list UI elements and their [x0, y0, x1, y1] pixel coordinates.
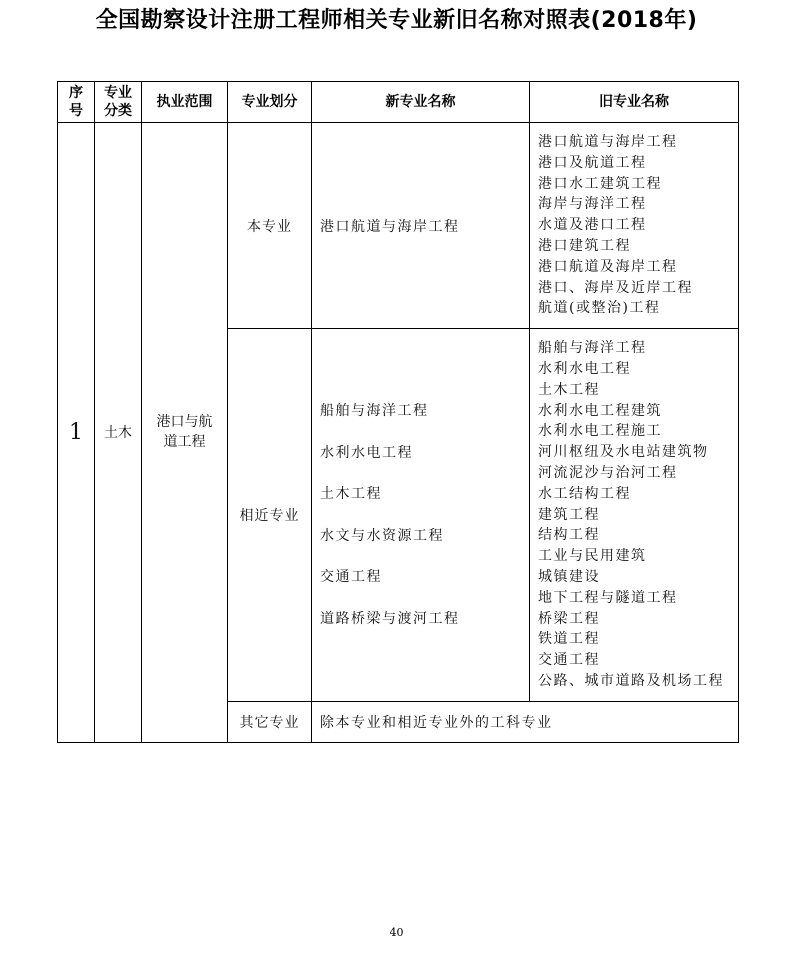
- new-name-item: 船舶与海洋工程: [320, 403, 429, 420]
- old-name-item: 港口水工建筑工程: [538, 175, 662, 192]
- division-own: 本专业: [228, 123, 312, 329]
- old-name-item: 铁道工程: [538, 631, 600, 648]
- old-name-own-list: [530, 123, 739, 329]
- old-name-item: 港口航道及海岸工程: [538, 258, 678, 275]
- old-name-item: 土木工程: [538, 381, 600, 398]
- header-division: 专业划分: [228, 82, 312, 123]
- new-name-item: 土木工程: [320, 486, 382, 503]
- old-name-item: 海岸与海洋工程: [538, 196, 647, 213]
- header-category: 专业 分类: [95, 82, 142, 123]
- old-name-item: 水利水电工程建筑: [538, 402, 662, 419]
- new-name-item: 港口航道与海岸工程: [320, 218, 460, 235]
- old-name-related-list: [530, 329, 739, 702]
- header-new-name: 新专业名称: [312, 82, 530, 123]
- old-name-item: 港口及航道工程: [538, 154, 647, 171]
- new-name-own: [312, 123, 530, 329]
- new-name-other: 除本专业和相近专业外的工科专业: [312, 701, 739, 742]
- header-seq: 序 号: [58, 82, 95, 123]
- new-name-related: [312, 329, 530, 702]
- old-name-item: 港口航道与海岸工程: [538, 134, 678, 150]
- new-name-item: 交通工程: [320, 569, 382, 586]
- header-row: [58, 82, 739, 123]
- division-other: 其它专业: [228, 701, 312, 742]
- division-related: 相近专业: [228, 329, 312, 702]
- old-name-item: 地下工程与隧道工程: [538, 589, 678, 606]
- old-name-item: 港口、海岸及近岸工程: [538, 279, 693, 296]
- new-name-item: 道路桥梁与渡河工程: [320, 610, 460, 627]
- old-name-item: 城镇建设: [538, 568, 600, 585]
- category-cell: 土木: [95, 123, 142, 743]
- page-number: 40: [389, 926, 404, 939]
- scope-cell: 港口与航 道工程: [142, 123, 228, 743]
- page-title: 全国勘察设计注册工程师相关专业新旧名称对照表(2018年): [95, 8, 698, 33]
- old-name-item: 水工结构工程: [538, 485, 631, 502]
- old-name-item: 水利水电工程施工: [538, 423, 662, 440]
- old-name-item: 水利水电工程: [538, 360, 631, 377]
- new-name-item: 水利水电工程: [320, 444, 413, 461]
- old-name-item: 河流泥沙与治河工程: [538, 464, 678, 481]
- old-name-item: 工业与民用建筑: [538, 548, 647, 565]
- header-scope: 执业范围: [142, 82, 228, 123]
- old-name-item: 建筑工程: [538, 506, 600, 523]
- new-name-item: 水文与水资源工程: [320, 527, 444, 544]
- old-name-item: 水道及港口工程: [538, 217, 647, 234]
- old-name-item: 交通工程: [538, 652, 600, 669]
- table-row-own: [58, 123, 739, 329]
- old-name-item: 河川枢纽及水电站建筑物: [538, 444, 709, 461]
- old-name-item: 桥梁工程: [538, 610, 600, 627]
- old-name-item: 公路、城市道路及机场工程: [538, 672, 724, 689]
- seq-cell: 1: [58, 123, 95, 743]
- old-name-item: 船舶与海洋工程: [538, 340, 647, 357]
- header-old-name: 旧专业名称: [530, 82, 739, 123]
- comparison-table: [57, 81, 739, 743]
- old-name-item: 港口建筑工程: [538, 237, 631, 254]
- old-name-item: 航道(或整治)工程: [538, 300, 661, 317]
- old-name-item: 结构工程: [538, 527, 600, 544]
